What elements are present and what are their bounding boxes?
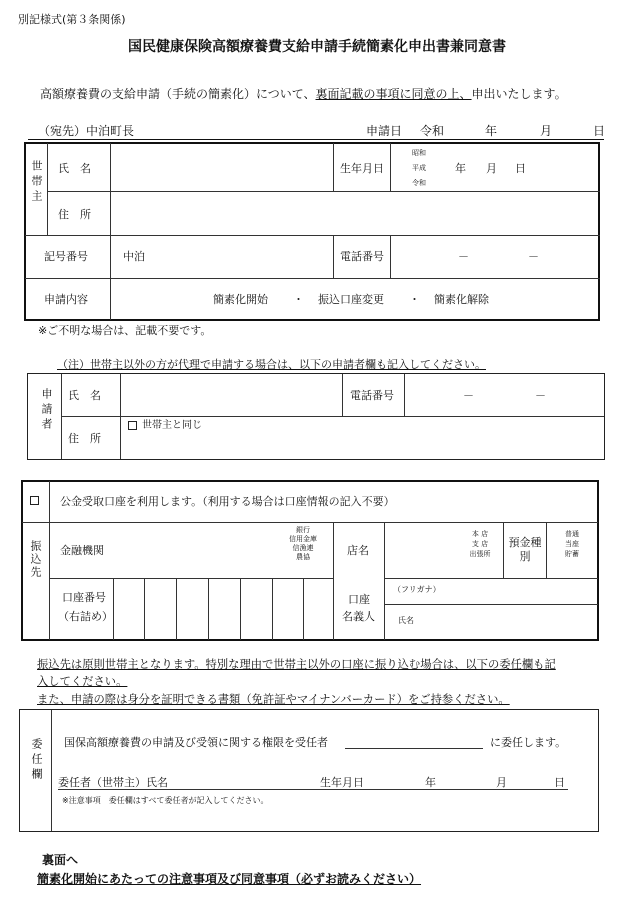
transfer-note-line3: また、申請の際は身分を証明できる書類（免許証やマイナンバーカード）をご持参ください。 [37,693,510,706]
era-reiwa: 令和 [412,178,426,187]
phone-label: 電話番号 [340,250,384,263]
applicant-phone-dash-1: － [463,389,474,402]
holder-name-label: 氏名 [398,616,414,625]
birth-eras [412,149,426,187]
institution-field[interactable] [116,525,276,575]
applicant-address-label: 住 所 [68,432,101,445]
proxy-note: （注）世帯主以外の方が代理で申請する場合は、以下の申請者欄も記入してください。 [57,358,486,371]
bank-types [276,526,330,562]
branch-branch[interactable]: 支 店 [471,539,489,548]
intro-text [40,88,567,100]
era-showa: 昭和 [412,149,426,157]
delegate-name-line[interactable] [345,748,483,749]
type-bank[interactable]: 銀行 [296,526,310,534]
branch-types [460,530,500,559]
public-account-checkbox[interactable] [30,496,39,505]
intro-post: 申出いたします。 [471,87,567,101]
head-name-label: 氏 名 [58,162,91,175]
addressee-underline [28,139,604,140]
phone-dash-2: － [528,250,539,263]
option-change-account[interactable]: 振込口座変更 [318,293,384,306]
branch-main[interactable]: 本 店 [471,530,489,538]
applicant-title: 申請者 [40,388,53,433]
birth-month: 月 [486,162,497,175]
birth-day: 日 [515,162,526,175]
holder-label-2: 名義人 [342,610,375,623]
delegator-label: 委任者（世帯主）氏名 [58,776,168,789]
apply-date-day: 日 [593,124,606,138]
type-shinkin[interactable]: 信用金庫 [289,535,317,544]
public-account-text: 公金受取口座を利用します。（利用する場合は口座情報の記入不要） [60,495,395,508]
delegator-birth-label: 生年月日 [320,776,364,789]
transfer-note-line1: 振込先は原則世帯主となります。特別な理由で世帯主以外の口座に振り込む場合は、以下の委任欄も記 [37,658,556,671]
household-head-label: 世帯主 [30,160,43,205]
era-heisei: 平成 [412,163,426,172]
request-label: 申請内容 [44,293,88,306]
delegation-note: ※注意事項 委任欄はすべて委任者が記入してください。 [62,796,269,805]
applicant-name-field[interactable] [122,376,340,414]
applicant-phone-label: 電話番号 [350,389,394,402]
furigana-label: （フリガナ） [393,585,441,594]
branch-office[interactable]: 出張所 [469,549,491,558]
apply-date-era: 令和 [420,124,445,138]
apply-date-month: 月 [540,124,553,138]
apply-date-label: 申請日 [366,124,403,138]
same-as-head-checkbox[interactable] [128,421,137,430]
applicant-name-label: 氏 名 [68,389,101,402]
intro-pre: 高額療養費の支給申請（手続の簡素化）について、 [40,87,316,101]
applicant-phone-dash-2: － [535,389,546,402]
option-start[interactable]: 簡素化開始 [213,293,268,306]
branch-label: 店名 [347,544,369,557]
head-name-field[interactable] [112,146,330,188]
birth-label: 生年月日 [340,162,384,175]
destination-label: 振込先 [29,540,42,579]
type-shingyoren[interactable]: 信漁連 [292,544,314,553]
delegator-line[interactable] [58,789,568,790]
delegation-table [19,709,599,832]
delegator-birth-month: 月 [496,776,507,789]
head-address-field[interactable] [112,193,598,233]
same-as-head-label: 世帯主と同じ [142,420,202,431]
addressee: （宛先）中泊町長 [38,124,135,138]
delegation-sentence-post: に委任します。 [490,736,567,749]
type-nokyo[interactable]: 農協 [296,553,310,562]
delegator-birth-day: 日 [554,776,565,789]
head-address-label: 住 所 [58,208,91,221]
back-heading: 簡素化開始にあたっての注意事項及び同意事項（必ずお読みください） [37,872,422,886]
branch-field[interactable] [387,525,457,575]
account-label: 口座番号 [62,591,106,604]
back-label: 裏面へ [42,853,79,867]
option-dot-1: ・ [293,293,304,306]
form-label: 別記様式(第３条関係) [18,13,126,26]
transfer-note-line2: 入してください。 [37,675,128,688]
option-cancel[interactable]: 簡素化解除 [434,293,489,306]
unknown-note: ※ご不明な場合は、記載不要です。 [38,324,212,337]
delegation-sentence-pre: 国保高額療養費の申請及び受領に関する権限を受任者 [64,736,328,749]
delegation-title: 委任欄 [30,738,43,783]
birth-year: 年 [455,162,466,175]
deposit-ordinary[interactable]: 普通 [565,530,579,538]
delegator-birth-year: 年 [425,776,436,789]
page-title: 国民健康保険高額療養費支給申請手続簡素化申出書兼同意書 [128,39,506,55]
account-sub-label: （右詰め） [58,610,113,623]
holder-label-1: 口座 [348,593,370,606]
symbol-label: 記号番号 [44,250,88,263]
account-number-field[interactable] [114,580,332,638]
deposit-types [548,530,596,559]
phone-dash-1: － [458,250,469,263]
deposit-savings[interactable]: 貯蓄 [565,549,579,558]
apply-date-year: 年 [485,124,498,138]
deposit-label: 預金種別 [508,536,542,564]
intro-underlined: 裏面記載の事項に同意の上、 [315,87,472,101]
institution-label: 金融機関 [60,544,104,557]
option-dot-2: ・ [409,293,420,306]
symbol-value[interactable]: 中泊 [123,250,145,263]
deposit-current[interactable]: 当座 [565,539,579,548]
